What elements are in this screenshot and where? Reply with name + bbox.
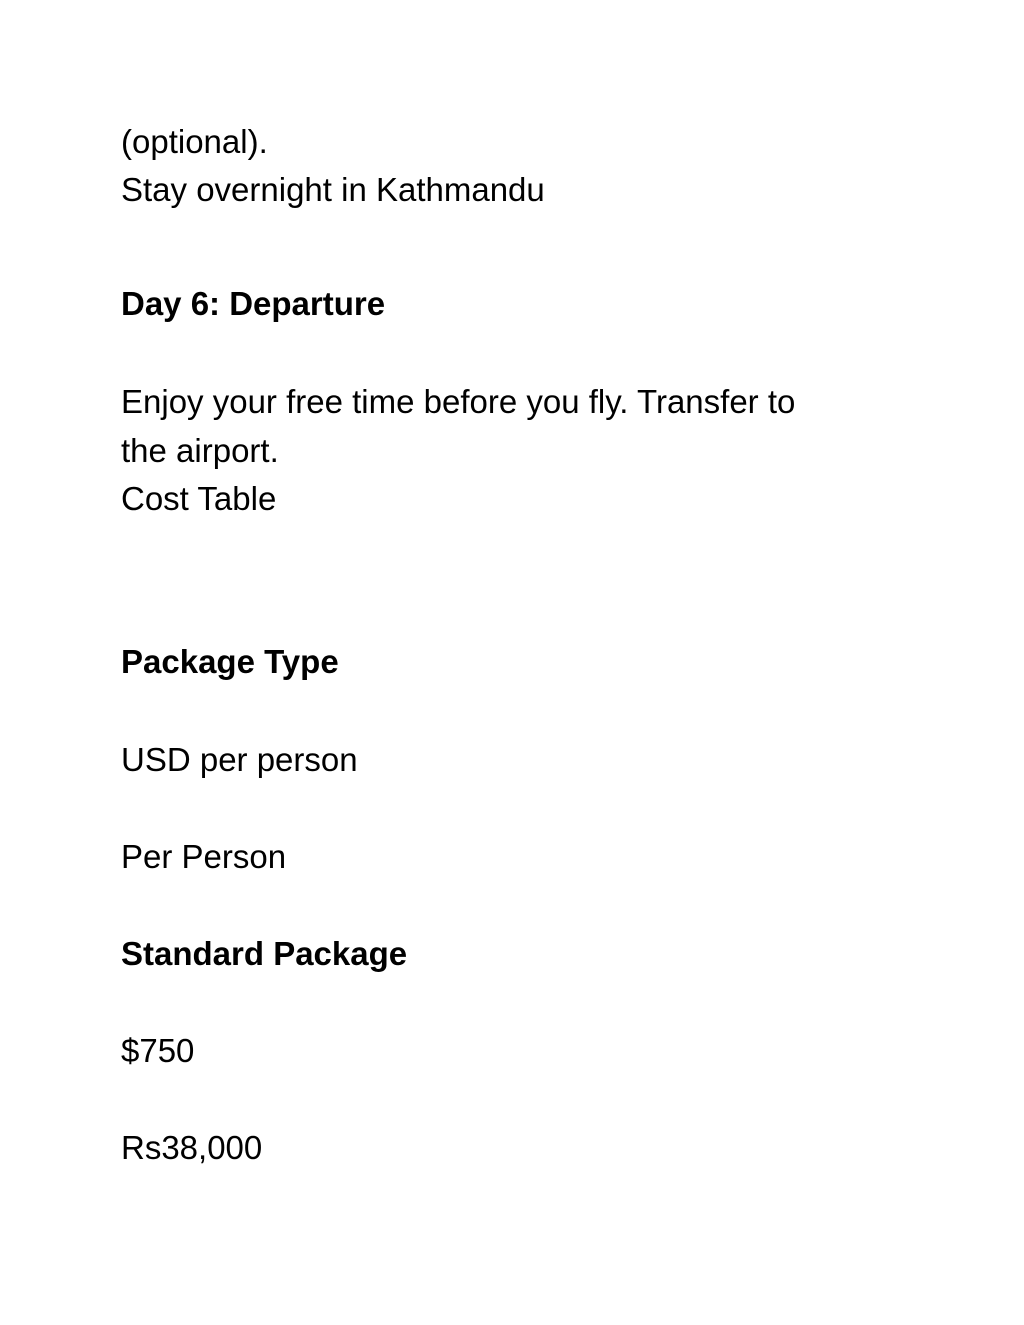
- cost-table-label: Cost Table: [121, 480, 277, 517]
- usd-per-person-label: USD per person: [121, 741, 358, 778]
- package-type-heading: Package Type: [121, 643, 339, 680]
- day6-text-line-1: Enjoy your free time before you fly. Transfer to: [121, 383, 796, 420]
- price-usd: $750: [121, 1032, 195, 1069]
- day6-heading: Day 6: Departure: [121, 285, 386, 322]
- intro-line-optional: (optional).: [121, 123, 268, 160]
- per-person-label: Per Person: [121, 838, 287, 875]
- intro-line-overnight: Stay overnight in Kathmandu: [121, 171, 545, 208]
- price-npr: Rs38,000: [121, 1129, 263, 1166]
- standard-package-heading: Standard Package: [121, 935, 408, 972]
- day6-text-line-2: the airport.: [121, 432, 279, 469]
